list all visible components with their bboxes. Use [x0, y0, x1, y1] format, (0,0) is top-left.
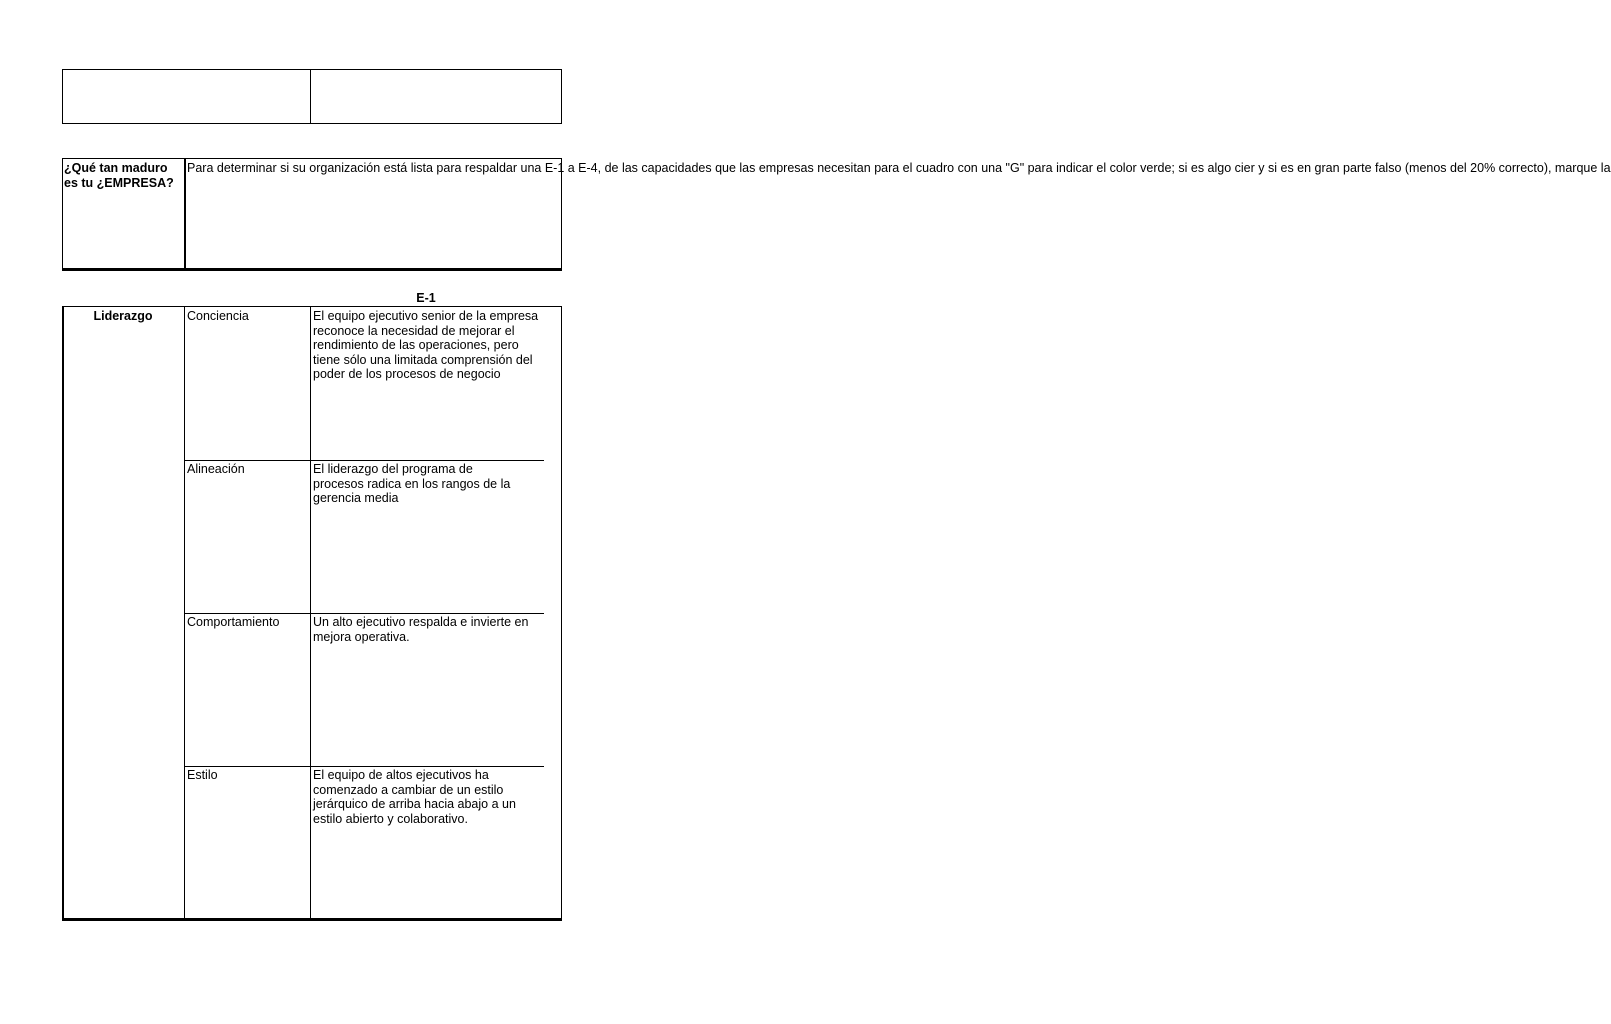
description-style: El equipo de altos ejecutivos ha comenzado a cambiar de un estilo jerárquico de arriba hacia abajo a un estilo abierto y colaborativo.: [313, 768, 520, 826]
aspect-alignment: Alineación: [187, 462, 245, 476]
enterprise-row-divider-2: [184, 613, 544, 614]
aspect-style: Estilo: [187, 768, 218, 782]
category-leadership: Liderazgo: [93, 309, 153, 323]
aspect-awareness: Conciencia: [187, 309, 249, 323]
maturity-question: ¿Qué tan maduro es tu ¿EMPRESA?: [64, 161, 174, 190]
enterprise-row-divider-1: [184, 460, 544, 461]
maturity-instructions: Para determinar si su organización está lista para respaldar una E-1 a E-4, de las capacidades que las empresas necesitan para el cuadro con una "G" para indicar el color verde; si es algo cier y si es en gran parte falso (menos del 20% correcto), marque la: [187, 161, 1611, 175]
description-behavior: Un alto ejecutivo respalda e invierte en mejora operativa.: [313, 615, 532, 644]
header-table: [62, 69, 562, 124]
aspect-behavior: Comportamiento: [187, 615, 280, 629]
level-header-e1: E-1: [416, 291, 436, 305]
description-awareness: El equipo ejecutivo senior de la empresa reconoce la necesidad de mejorar el rendimiento de las operaciones, pero tiene sólo una limitada comprensión del poder de los procesos de negocio: [313, 309, 542, 382]
description-alignment: El liderazgo del programa de procesos radica en los rangos de la gerencia media: [313, 462, 514, 506]
header-table-divider: [310, 69, 311, 124]
enterprise-row-divider-3: [184, 766, 544, 767]
maturity-table-divider: [184, 158, 186, 271]
